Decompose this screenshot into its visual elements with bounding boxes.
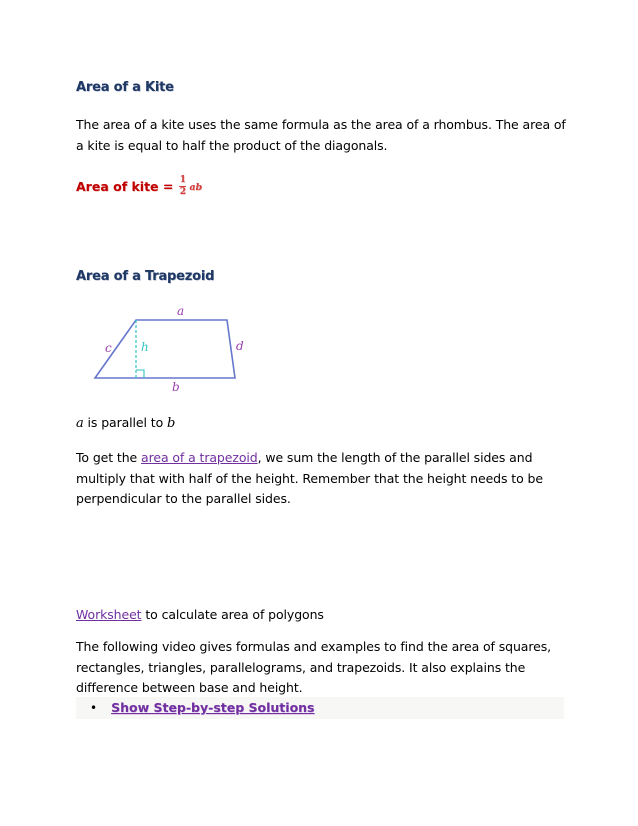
one-half-fraction (179, 176, 186, 197)
kite-paragraph (76, 115, 566, 156)
trapezoid-line-2: multiply that with half of the height. Remember that the height needs to be (76, 470, 543, 486)
trapezoid-line-1 (76, 448, 543, 469)
trapezoid-line-1-post: , we sum the length of the parallel sides and (257, 450, 533, 465)
worksheet-text: to calculate area of polygons (141, 607, 324, 622)
bullet-icon: • (90, 700, 98, 715)
parallel-var-b: b (167, 416, 176, 431)
worksheet-line (76, 605, 324, 626)
fraction-variables: ab (189, 181, 203, 193)
solutions-item (90, 700, 315, 715)
kite-formula-image (179, 176, 202, 197)
trapezoid-line-3: perpendicular to the parallel sides. (76, 491, 291, 506)
video-line-3: difference between base and height. (76, 680, 303, 695)
trapezoid-line-1-pre: To get the (76, 450, 142, 465)
parallel-statement (76, 413, 175, 435)
label-c: c (105, 341, 112, 355)
area-of-trapezoid-link[interactable]: area of a trapezoid (141, 450, 258, 465)
kite-heading: Area of a Kite (76, 80, 174, 95)
worksheet-link[interactable]: Worksheet (76, 607, 142, 622)
kite-line-2: a kite is equal to half the product of the diagonals. (76, 137, 388, 153)
show-solutions-link[interactable]: Show Step-by-step Solutions (111, 700, 315, 715)
trapezoid-diagram (88, 300, 253, 394)
trapezoid-paragraph (76, 448, 543, 510)
kite-formula-label: Area of kite = (76, 179, 174, 194)
trapezoid-heading: Area of a Trapezoid (76, 269, 215, 284)
video-line-1: The following video gives formulas and examples to find the area of squares, (76, 639, 552, 654)
video-line-2: rectangles, triangles, parallelograms, and trapezoids. It also explains the (76, 659, 526, 675)
video-paragraph (76, 637, 551, 699)
parallel-var-a: a (76, 416, 84, 431)
label-h: h (141, 340, 149, 354)
label-d: d (236, 339, 244, 353)
fraction-numerator: 1 (179, 175, 186, 185)
trapezoid-shape (95, 320, 235, 378)
label-b: b (172, 380, 180, 394)
right-angle-marker (136, 370, 144, 378)
kite-formula (76, 176, 202, 197)
kite-line-1: The area of a kite uses the same formula as the area of a rhombus. The area of (76, 117, 566, 132)
label-a: a (177, 304, 185, 318)
parallel-text: is parallel to (83, 415, 167, 430)
fraction-denominator: 2 (179, 187, 186, 197)
